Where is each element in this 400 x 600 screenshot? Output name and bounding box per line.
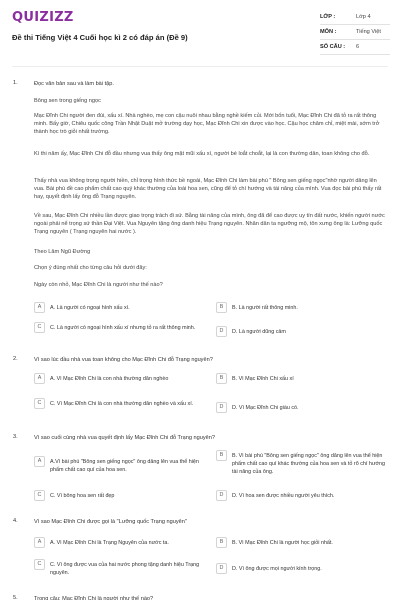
question-number: 4. [13, 518, 18, 524]
document-title: Đề thi Tiếng Việt 4 Cuối học kì 2 có đáp án (Đề 9) [12, 33, 188, 42]
option-letter: C [34, 559, 45, 570]
meta-value: 6 [356, 44, 360, 50]
option-letter: D [216, 490, 227, 501]
option-text: D. Vì hoa sen được nhiều người yêu thích. [232, 493, 335, 499]
meta-table [320, 10, 390, 55]
quizizz-logo: QUIZIZZ [12, 10, 74, 25]
option-text: A. Vì Mạc Đĩnh Chi là con nhà thường dân nghèo [50, 376, 169, 382]
option-text: A. Vì Mạc Đĩnh Chi là Trạng Nguyên của nước ta. [50, 540, 169, 546]
question-text: Trong câu: Mạc Đĩnh Chi là người như thế nào? [34, 596, 154, 600]
option-text: C. Là người có ngoại hình xấu xí nhưng tỏ ra rất thông minh. [50, 325, 196, 331]
option-text: C. Vì bông hoa sen rất đẹp [50, 493, 115, 499]
option-letter: A [34, 456, 45, 467]
question-number: 1. [13, 80, 18, 86]
meta-value: Tiếng Việt [356, 29, 381, 35]
option-text: D. Là người dũng cảm [232, 329, 286, 335]
passage-source: Theo Lâm Ngũ Đường [34, 249, 91, 255]
option-text: B. Vì Mạc Đĩnh Chi là người học giỏi nhất. [232, 540, 333, 546]
question-text: Vì sao lúc đầu nhà vua toan không cho Mạc Đĩnh Chi đỗ Trạng nguyên? [34, 357, 213, 363]
option-letter: D [216, 326, 227, 337]
passage-paragraph: Mạc Đĩnh Chi người đen đúi, xấu xí. Nhà nghèo, mẹ con cậu nuôi nhau bằng nghề kiếm củi. Mới bốn tuổi, Mạc Đĩnh Chi đã tỏ ra rất thông minh. Bấy giờ, Chiêu quốc công Trần Nhật Duật mở trường dạy học, Mạc Đĩnh Chi xin được vào học. Cậu học chăm chỉ, miệt mài, sớm trở thành học trò giỏi nhất trường. [34, 113, 380, 135]
passage-paragraph: Về sau, Mạc Đĩnh Chi nhiều lần được giao trọng trách đi sứ. Bằng tài năng của mình, ông đã để cao được uy tín đất nước, khiến người nước ngoài phải nể trọng sứ thần Đại Việt. Vua Nguyên tặng ông danh hiệu Trạng nguyên. Nhân dân ta ngưỡng mộ, tôn xưng ông là: Lưỡng quốc Trạng nguyên ( Trạng nguyên hai nước ). [34, 213, 385, 235]
option-text: D. Vì ông được mọi người kính trọng. [232, 566, 322, 572]
option-letter: D [216, 402, 227, 413]
option-text: B. Là người rất thông minh. [232, 305, 298, 311]
option-letter: C [34, 490, 45, 501]
question-number: 5. [13, 595, 18, 600]
option-text: A.Vì bài phú "Bông sen giếng ngọc" ông dâng lên vua thể hiện phẩm chất cao quí của hoa sen. [50, 459, 199, 473]
passage-title: Bông sen trong giếng ngọc [34, 98, 101, 104]
meta-key: SỐ CÂU : [320, 44, 346, 50]
question-number: 3. [13, 434, 18, 440]
question-text: Vì sao Mạc Đĩnh Chi được gọi là "Lưỡng quốc Trạng nguyên" [34, 519, 187, 525]
meta-key: LỚP : [320, 14, 336, 20]
option-text: B. Vì Mạc Đĩnh Chi xấu xí [232, 376, 294, 382]
meta-row-class [320, 10, 390, 25]
option-letter: B [216, 302, 227, 313]
document-header [0, 0, 400, 62]
option-letter: A [34, 302, 45, 313]
option-letter: C [34, 322, 45, 333]
passage-instruction: Chọn ý đúng nhất cho từng câu hỏi dưới đây: [34, 265, 147, 271]
meta-row-subject [320, 25, 390, 40]
question-text: Đọc văn bản sau và làm bài tập. [34, 81, 114, 87]
question-number: 2. [13, 356, 18, 362]
option-text: A. Là người có ngoại hình xấu xí. [50, 305, 130, 311]
option-text: D. Vì Mạc Đĩnh Chi giàu có. [232, 405, 299, 411]
passage-paragraph: Kì thi năm ấy, Mạc Đĩnh Chi đỗ đầu nhưng vua thấy ông mặt mũi xấu xí, người bé loắt choắt, lại là con thường dân, toan không cho đỗ. [34, 151, 370, 157]
option-letter: B [216, 450, 227, 461]
option-text: B. Vì bài phú "Bông sen giếng ngọc" ông dâng lên vua thể hiện phẩm chất cao quí khác thường của hoa sen và tỏ rõ chí hướng tài năng của ông. [232, 453, 386, 475]
question-text: Vì sao cuối cùng nhà vua quyết định lấy Mạc Đĩnh Chi đỗ Trạng nguyên? [34, 435, 215, 441]
option-text: C. Vì Mạc Đĩnh Chi là con nhà thường dân nghèo và xấu xí. [50, 401, 194, 407]
option-letter: D [216, 563, 227, 574]
meta-row-count [320, 40, 390, 55]
option-letter: B [216, 373, 227, 384]
passage-question: Ngày còn nhỏ, Mạc Đĩnh Chi là người như thế nào? [34, 282, 163, 288]
option-text: C. Vì ông được vua của hai nước phong tặng danh hiệu Trạng nguyên. [50, 562, 200, 576]
meta-key: MÔN : [320, 29, 337, 35]
option-letter: C [34, 398, 45, 409]
option-letter: A [34, 373, 45, 384]
header-divider [12, 66, 388, 67]
meta-value: Lớp 4 [356, 14, 371, 20]
passage-paragraph: Thấy nhà vua không trọng người hiền, chỉ trọng hình thức bề ngoài, Mạc Đĩnh Chi làm bài phú " Bông sen giếng ngọc"nhờ người dâng lên vua. Bài phú đề cao phẩm chất cao quý khác thường của loài hoa sen, cũng để tỏ chí hướng và tài năng của mình. Vua đọc bài phú thấy rất hay, quyết định lấy ông đỗ Trạng nguyên. [34, 178, 382, 200]
option-letter: A [34, 537, 45, 548]
option-letter: B [216, 537, 227, 548]
